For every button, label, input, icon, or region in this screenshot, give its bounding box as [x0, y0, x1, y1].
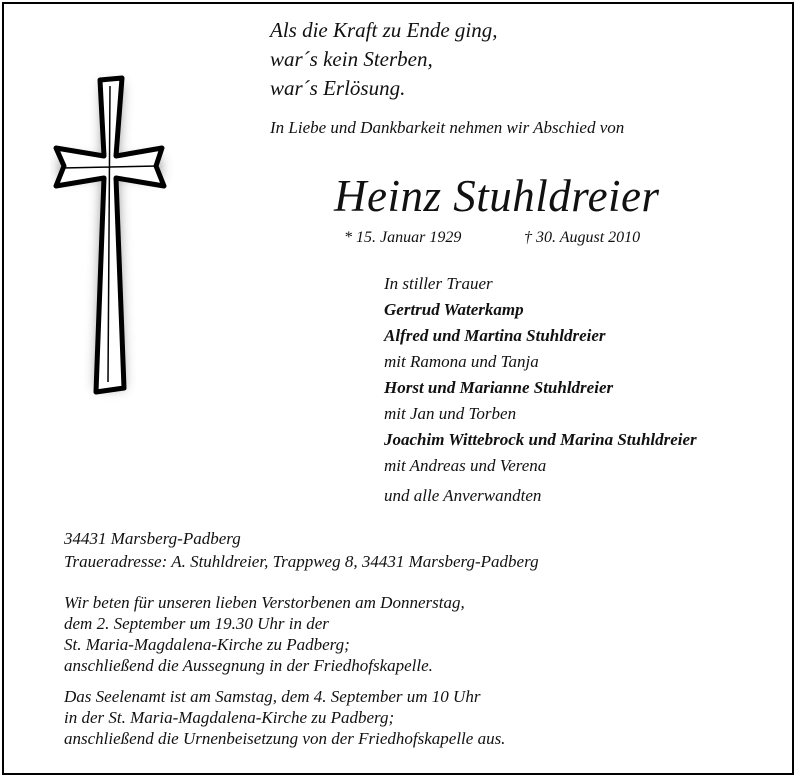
prayer-service [64, 592, 465, 676]
mourner-name: Alfred und Martina Stuhldreier [384, 326, 606, 345]
service-line: anschließend die Urnenbeisetzung von der Friedhofskapelle aus. [64, 729, 506, 748]
service-line: St. Maria-Magdalena-Kirche zu Padberg; [64, 635, 350, 654]
mourners-heading: In stiller Trauer [384, 274, 493, 293]
mourners-list [384, 271, 697, 509]
requiem-service [64, 686, 505, 749]
deceased-name: Heinz Stuhldreier [334, 171, 660, 221]
mourning-address: Traueradresse: A. Stuhldreier, Trappweg 8, 34431 Marsberg-Padberg [64, 552, 539, 571]
mourner-children: mit Andreas und Verena [384, 456, 547, 475]
farewell-intro: In Liebe und Dankbarkeit nehmen wir Abschied von [270, 118, 625, 137]
poem [270, 16, 498, 103]
poem-line: war´s Erlösung. [270, 76, 406, 100]
cross-icon [50, 70, 180, 410]
service-line: in der St. Maria-Magdalena-Kirche zu Padberg; [64, 708, 395, 727]
city-line: 34431 Marsberg-Padberg [64, 529, 241, 548]
address-block [64, 527, 539, 573]
poem-line: war´s kein Sterben, [270, 47, 433, 71]
poem-line: Als die Kraft zu Ende ging, [270, 18, 498, 42]
mourner-children: mit Jan und Torben [384, 404, 517, 423]
service-line: Das Seelenamt ist am Samstag, dem 4. September um 10 Uhr [64, 687, 481, 706]
mourner-children: mit Ramona und Tanja [384, 352, 539, 371]
service-line: anschließend die Aussegnung in der Friedhofskapelle. [64, 656, 433, 675]
service-line: dem 2. September um 19.30 Uhr in der [64, 614, 329, 633]
mourner-name: Horst und Marianne Stuhldreier [384, 378, 614, 397]
mourners-relatives: und alle Anverwandten [384, 486, 542, 505]
service-line: Wir beten für unseren lieben Verstorbenen am Donnerstag, [64, 593, 465, 612]
mourner-name: Joachim Wittebrock und Marina Stuhldreier [384, 430, 697, 449]
death-date: † 30. August 2010 [524, 229, 641, 246]
mourner-name: Gertrud Waterkamp [384, 300, 524, 319]
birth-date: * 15. Januar 1929 [344, 229, 462, 246]
